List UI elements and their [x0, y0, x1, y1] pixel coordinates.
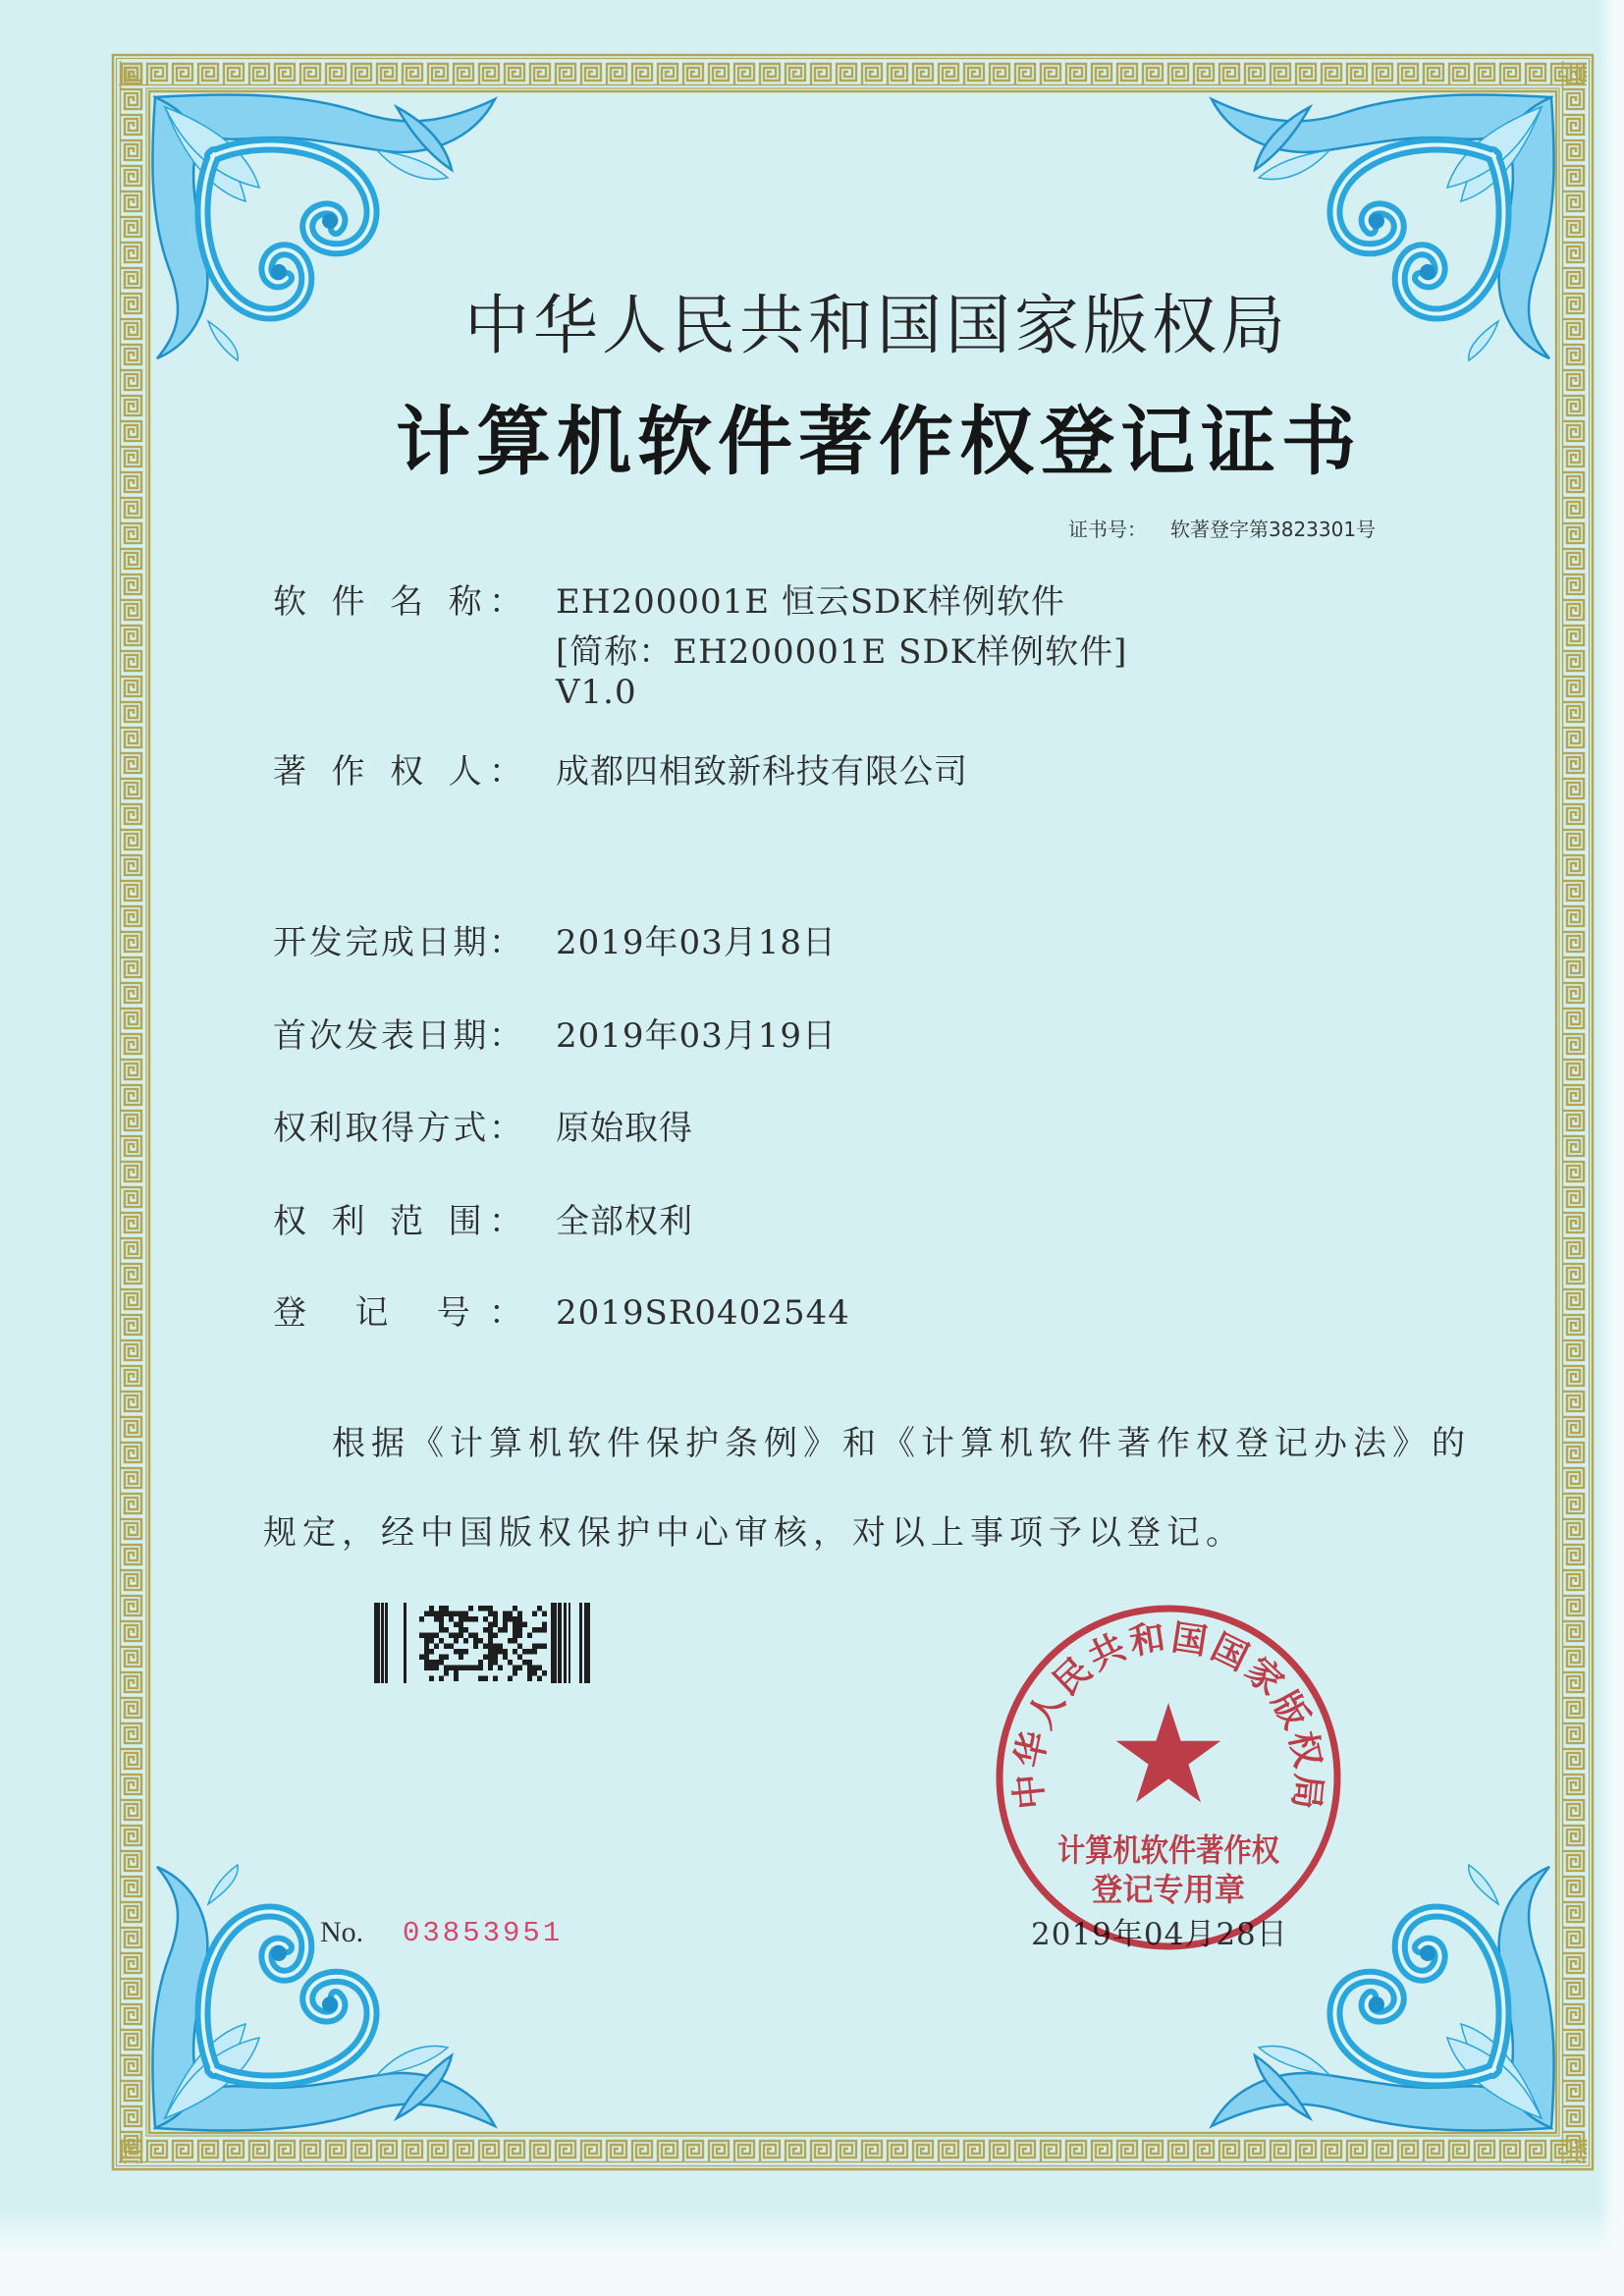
field-label: 开发完成日期： — [273, 923, 522, 962]
statement-line-1: 根据《计算机软件保护条例》和《计算机软件著作权登记办法》的 — [332, 1424, 1471, 1463]
field-label: 著 作 权 人： — [273, 752, 522, 792]
certificate-number — [1068, 517, 1376, 542]
first-publication-date-value: 2019年03月19日 — [556, 1016, 838, 1056]
software-name-value: EH200001E 恒云SDK样例软件 — [556, 582, 1065, 622]
field-label: 权 利 范 围： — [273, 1202, 522, 1241]
barcode-icon — [374, 1603, 600, 1683]
barcode-2d-block — [419, 1606, 547, 1681]
seal-line-1: 计算机软件著作权 — [1057, 1831, 1279, 1869]
corner-ornament-top-left-icon — [152, 94, 495, 360]
seal-line-2: 登记专用章 — [1092, 1871, 1245, 1908]
greek-key-border-right — [1561, 61, 1587, 2163]
software-short-name-value: [简称：EH200001E SDK样例软件] — [556, 632, 1128, 672]
field-label: 登 记 号： — [273, 1293, 522, 1333]
issue-date: 2019年04月28日 — [1031, 1917, 1288, 1952]
field-label: 首次发表日期： — [273, 1016, 522, 1056]
seal-arc-text-path: 中华人民共和国国家版权局 — [1008, 1617, 1328, 1812]
rights-acquisition-method-value: 原始取得 — [556, 1109, 693, 1148]
software-version-value: V1.0 — [556, 673, 637, 712]
rights-scope-value: 全部权利 — [556, 1202, 693, 1241]
greek-key-border-bottom — [119, 2138, 1587, 2163]
barcode-left-bars — [374, 1603, 406, 1683]
barcode-right-bars — [551, 1603, 590, 1683]
official-seal — [982, 1591, 1355, 1964]
statement-line-2: 规定，经中国版权保护中心审核，对以上事项予以登记。 — [263, 1513, 1245, 1553]
field-label: 软 件 名 称： — [273, 582, 522, 622]
serial-prefix: No. — [320, 1916, 364, 1948]
certificate-title: 计算机软件著作权登记证书 — [396, 398, 1362, 485]
greek-key-border-top — [119, 61, 1587, 86]
corner-ornament-bottom-left-icon — [152, 1865, 495, 2131]
certificate-number-label: 证书号： — [1068, 518, 1147, 541]
greek-key-border-left — [119, 61, 144, 2163]
star-icon — [1116, 1703, 1221, 1802]
development-completion-date-value: 2019年03月18日 — [556, 923, 838, 962]
serial-number: 03853951 — [403, 1917, 564, 1949]
field-label: 权利取得方式： — [273, 1109, 522, 1148]
copyright-owner-value: 成都四相致新科技有限公司 — [556, 752, 968, 792]
issuer-title: 中华人民共和国国家版权局 — [464, 288, 1289, 363]
certificate-number-value: 软著登字第3823301号 — [1170, 518, 1377, 541]
registration-number-value: 2019SR0402544 — [556, 1293, 850, 1333]
